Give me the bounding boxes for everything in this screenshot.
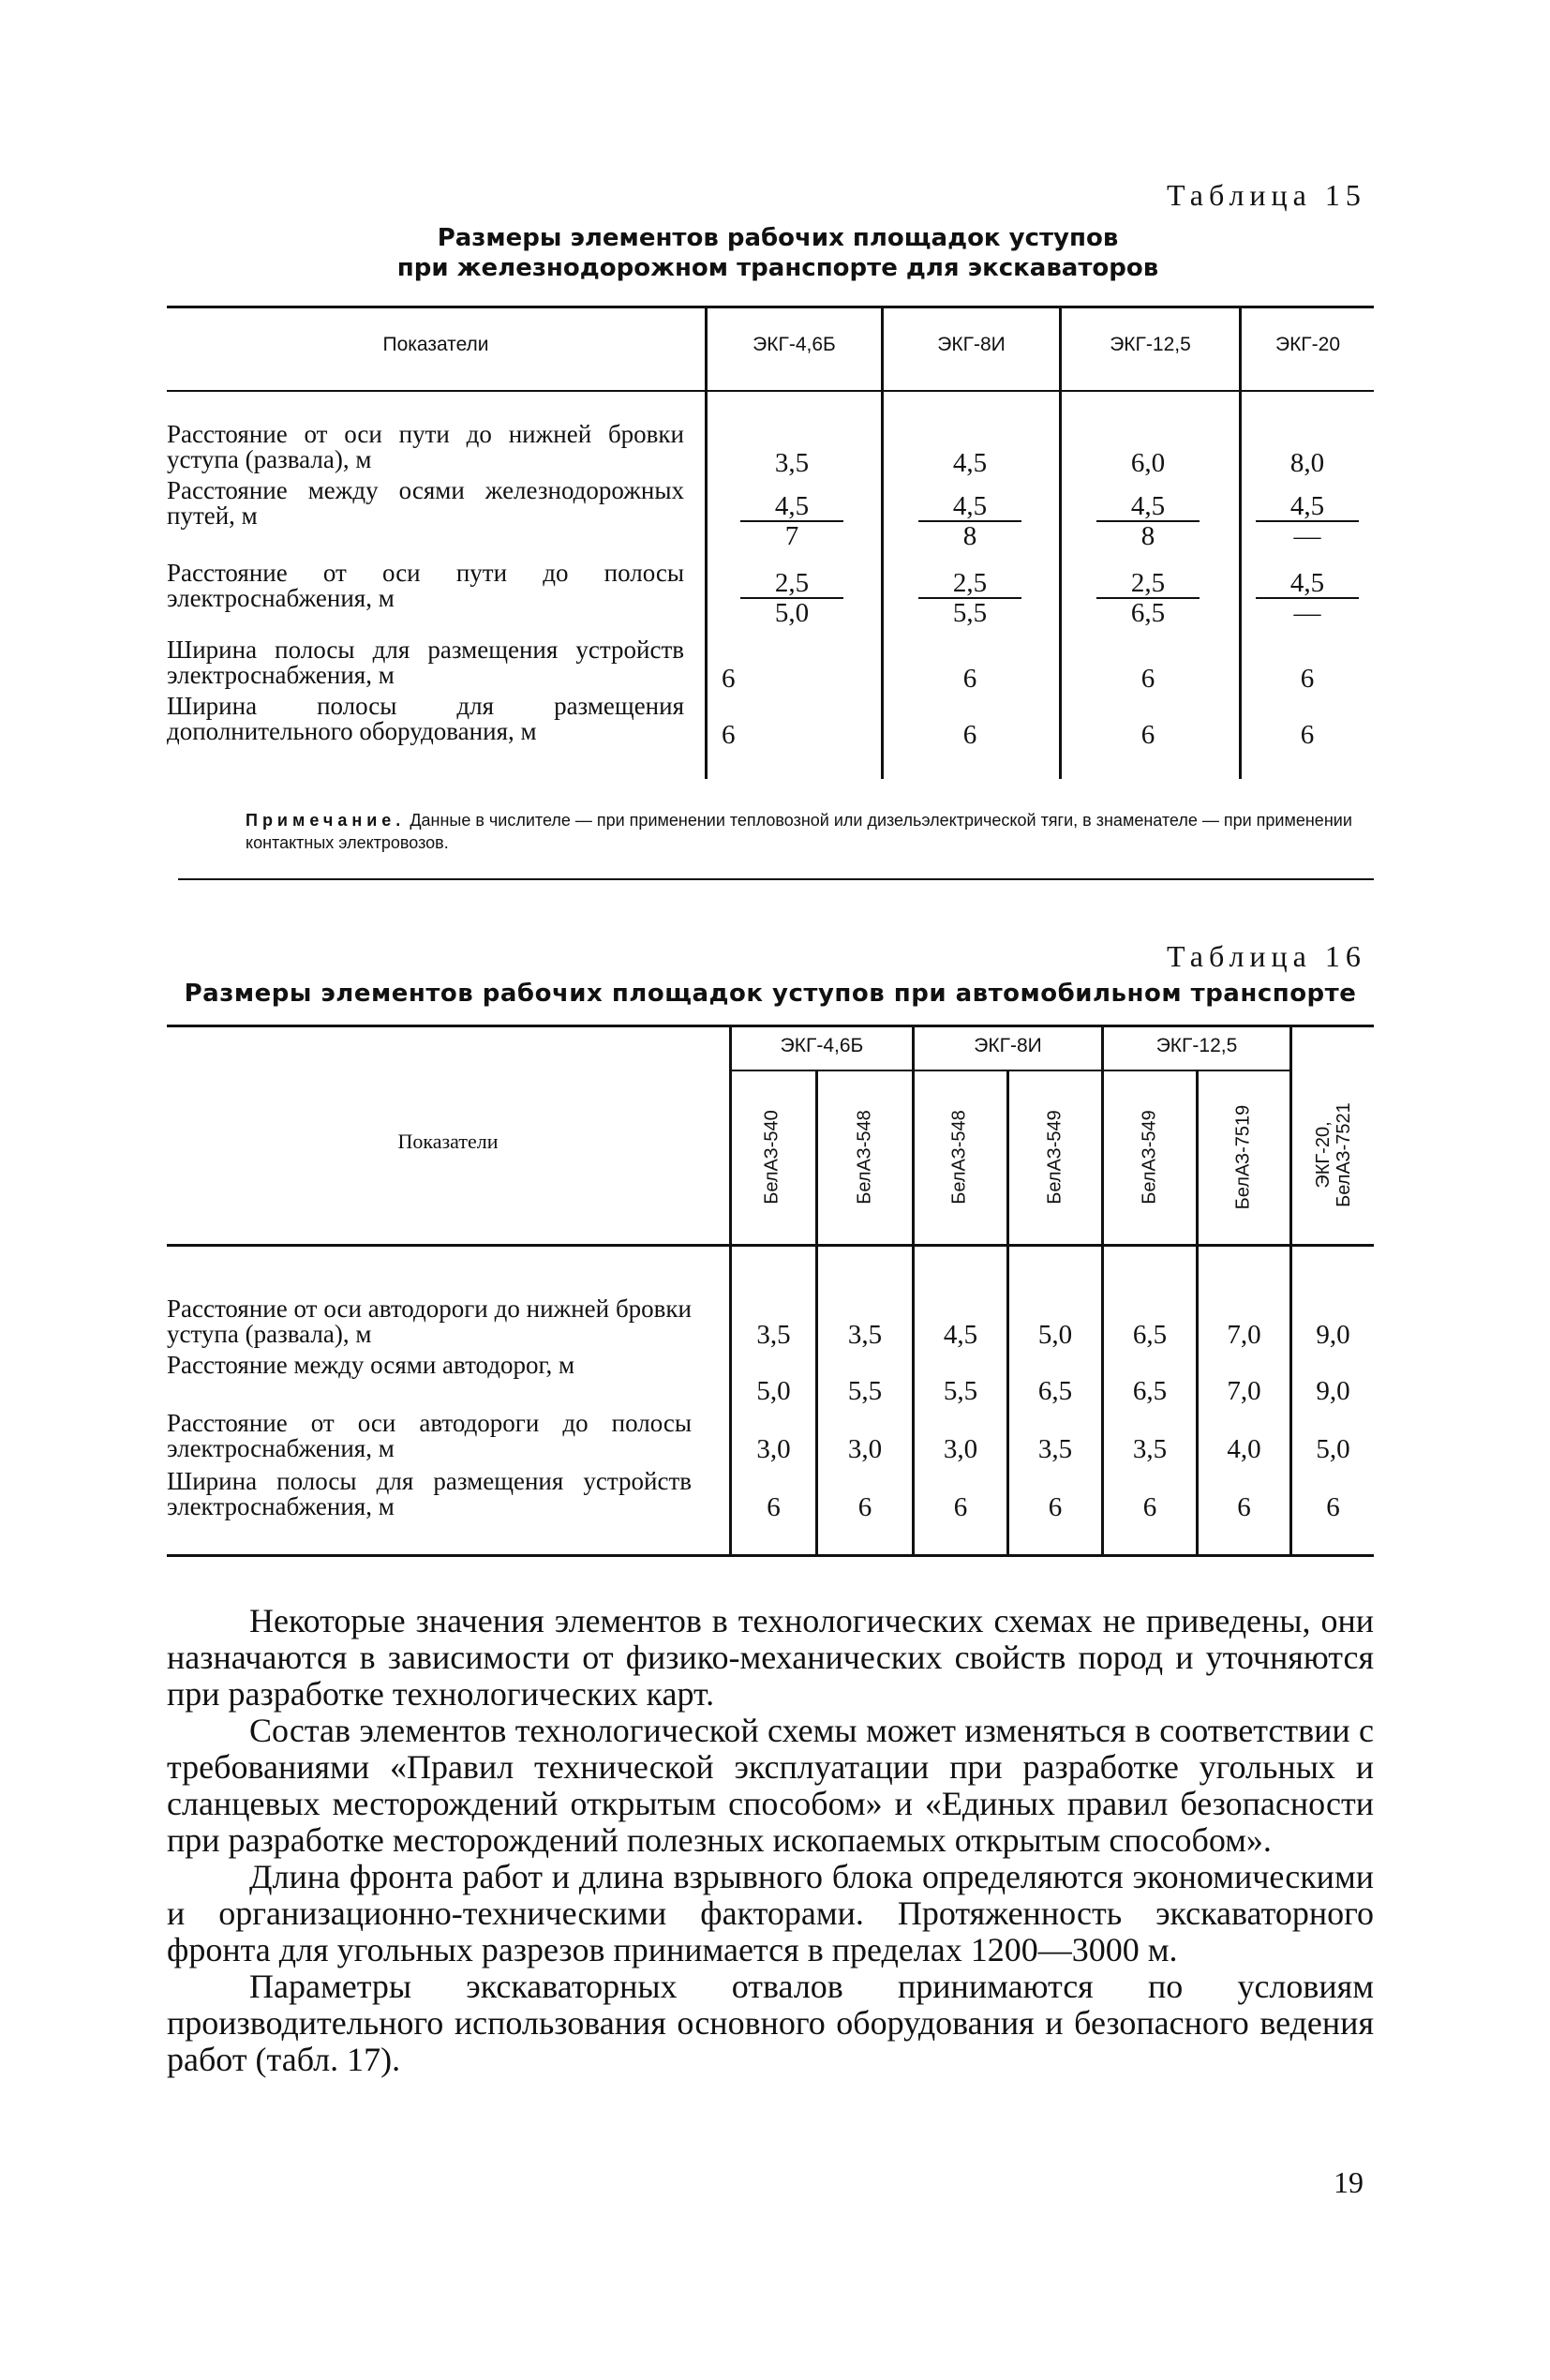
table15-note: Примечание. Данные в числителе — при применении тепловозной или дизельэлектрической тяги, в знаменателе — при применении контактных электровозов.	[246, 811, 1352, 852]
table16-cell: 4,5	[943, 1320, 978, 1350]
table16-cell: 3,5	[847, 1320, 883, 1350]
table16-header-rule	[167, 1244, 1374, 1247]
table15-cell: 8,0	[1289, 448, 1325, 478]
table16-truck-label: БелАЗ-549	[1139, 1110, 1160, 1205]
table16-top-rule	[167, 1025, 1374, 1027]
table15-cell: 3,5	[774, 448, 810, 478]
table16-cell: 6,5	[1132, 1376, 1168, 1406]
table15-fraction: 4,5 —	[1256, 492, 1359, 550]
table16-bottom-rule	[167, 1554, 1374, 1557]
table16-col-divider	[912, 1025, 915, 1554]
table15-cell: 6	[1300, 720, 1315, 750]
table15-top-rule	[167, 306, 1374, 308]
paragraph: Длина фронта работ и длина взрывного блока определяются экономическими и организационно-техническими факторами. Протяженность экскаваторного фронта для угольных разрезов принимается в пределах 1200—3000 м.	[167, 1858, 1374, 1968]
table16-cell: 7,0	[1227, 1376, 1261, 1406]
table16-cell: 3,0	[847, 1434, 883, 1464]
table15-cell: 6,0	[1130, 448, 1166, 478]
table16-row-label: Расстояние от оси автодороги до нижней бровки уступа (развала), м	[167, 1295, 692, 1348]
table15-fraction: $\frac{4,5}{8}$	[918, 492, 1021, 550]
table15-header-col: ЭКГ-8И	[937, 334, 1006, 355]
table16-truck-label: БелАЗ-548	[948, 1110, 970, 1205]
table15-row-label: Ширина полосы для размещения дополнительного оборудования, м	[167, 692, 684, 745]
table16-group-label: ЭКГ-8И	[974, 1035, 1042, 1056]
table16-col-divider	[1101, 1025, 1104, 1554]
table16-col-divider	[1006, 1070, 1009, 1554]
table16-cell: 6	[1237, 1492, 1251, 1522]
table16-cell: 9,0	[1316, 1376, 1350, 1406]
table16-cell: 6	[1326, 1492, 1340, 1522]
table16-col-divider	[1289, 1025, 1292, 1554]
table15-header-col: ЭКГ-12,5	[1110, 334, 1191, 355]
table16-cell: 3,0	[943, 1434, 978, 1464]
table15-fraction: $\frac{2,5}{6,5}$	[1096, 569, 1200, 627]
table16-col-divider	[815, 1070, 818, 1554]
table15-cell: 6	[962, 664, 977, 694]
table16-truck-label: БелАЗ-549	[1044, 1110, 1066, 1205]
table15-cell: 6	[1300, 664, 1315, 694]
table16-cell: 6	[767, 1492, 781, 1522]
table16-group-label: ЭКГ-4,6Б	[780, 1035, 864, 1056]
paragraph: Параметры экскаваторных отвалов принимаются по условиям производительного использования основного оборудования и безопасного ведения работ (табл. 17).	[167, 1968, 1374, 2078]
table15-fraction: $\frac{2,5}{5,5}$	[918, 569, 1021, 627]
table15-title: Размеры элементов рабочих площадок уступов при железнодорожном транспорте для экскаваторов	[396, 224, 1159, 282]
table15-row-label: Расстояние от оси пути до полосы электроснабжения, м	[167, 559, 684, 612]
table16-last-col-label: ЭКГ-20, БелАЗ-7521	[1313, 1102, 1354, 1207]
table15-fraction: $\frac{4,5}{8}$	[1096, 492, 1200, 550]
table16-cell: 7,0	[1227, 1320, 1261, 1350]
table16-row-label: Ширина полосы для размещения устройств электроснабжения, м	[167, 1467, 692, 1520]
table16-col-divider	[729, 1025, 732, 1554]
table16-cell: 5,0	[1037, 1320, 1073, 1350]
table15-col-divider	[705, 306, 708, 779]
table16-cell: 6	[857, 1492, 872, 1522]
table15-cell: 6	[722, 664, 736, 694]
table15-cell: 6	[1140, 720, 1155, 750]
table15-col-divider	[881, 306, 884, 779]
table16-cell: 3,5	[756, 1320, 791, 1350]
table16-label: Таблица 16	[1167, 939, 1366, 973]
table15-header-rule	[167, 390, 1374, 392]
table16-cell: 3,5	[1132, 1434, 1168, 1464]
table16-truck-label: БелАЗ-540	[761, 1110, 782, 1205]
table15-header-col: ЭКГ-4,6Б	[753, 334, 836, 355]
table16-cell: 9,0	[1316, 1320, 1350, 1350]
table15-row-label: Ширина полосы для размещения устройств электроснабжения, м	[167, 636, 684, 689]
table16-truck-label: БелАЗ-548	[854, 1110, 875, 1205]
table16-cell: 5,5	[943, 1376, 978, 1406]
table16-cell: 6	[1048, 1492, 1063, 1522]
table15-cell: 6	[962, 720, 977, 750]
page-number: 19	[1334, 2165, 1364, 2199]
table16-col-divider	[1196, 1070, 1199, 1554]
table16-cell: 6	[1142, 1492, 1157, 1522]
table16-cell: 5,5	[847, 1376, 883, 1406]
table15-row-label: Расстояние между осями железнодорожных путей, м	[167, 476, 684, 530]
table16-cell: 3,0	[756, 1434, 791, 1464]
table16-cell: 6,5	[1037, 1376, 1073, 1406]
table16-cell: 6	[953, 1492, 968, 1522]
table15-header-col: ЭКГ-20	[1274, 334, 1341, 355]
table16-row-label: Расстояние от оси автодороги до полосы электроснабжения, м	[167, 1409, 692, 1462]
body-text	[167, 1603, 1374, 2078]
table16-cell: 4,0	[1227, 1434, 1261, 1464]
table16-header-indicator: Показатели	[397, 1130, 499, 1153]
table16-title: Размеры элементов рабочих площадок уступов при автомобильном транспорте	[184, 980, 1357, 1008]
table15-cell: 6	[722, 720, 736, 750]
table15-row-label: Расстояние от оси пути до нижней бровки уступа (развала), м	[167, 420, 684, 473]
paragraph: Некоторые значения элементов в технологических схемах не приведены, они назначаются в зависимости от физико-механических свойств пород и уточняются при разработке технологических карт.	[167, 1602, 1374, 1713]
table16-cell: 3,5	[1037, 1434, 1073, 1464]
table15-header-indicator: Показатели	[382, 334, 489, 355]
table15-label: Таблица 15	[1167, 178, 1366, 212]
table16-cell: 6,5	[1132, 1320, 1168, 1350]
table15-fraction: 4,5 —	[1256, 569, 1359, 627]
table15-fraction: $\frac{2,5}{5,0}$	[740, 569, 843, 627]
table16-cell: 5,0	[756, 1376, 791, 1406]
table16-group-label: ЭКГ-12,5	[1155, 1035, 1238, 1056]
table15-fraction: $\frac{4,5}{7}$	[740, 492, 843, 550]
section-divider	[178, 878, 1374, 880]
table15-col-divider	[1059, 306, 1062, 779]
table16-row-label: Расстояние между осями автодорог, м	[167, 1351, 575, 1379]
table16-cell: 5,0	[1316, 1434, 1350, 1464]
table16-truck-label: БелАЗ-7519	[1232, 1104, 1254, 1210]
table15-col-divider	[1239, 306, 1242, 779]
paragraph: Состав элементов технологической схемы может изменяться в соответствии с требованиями «Правил технической эксплуатации при разработке угольных и сланцевых месторождений открытым способом» и «Единых правил безопасности при разработке месторождений полезных ископаемых открытым способом».	[167, 1712, 1374, 1859]
table15-cell: 4,5	[952, 448, 988, 478]
table15-cell: 6	[1140, 664, 1155, 694]
